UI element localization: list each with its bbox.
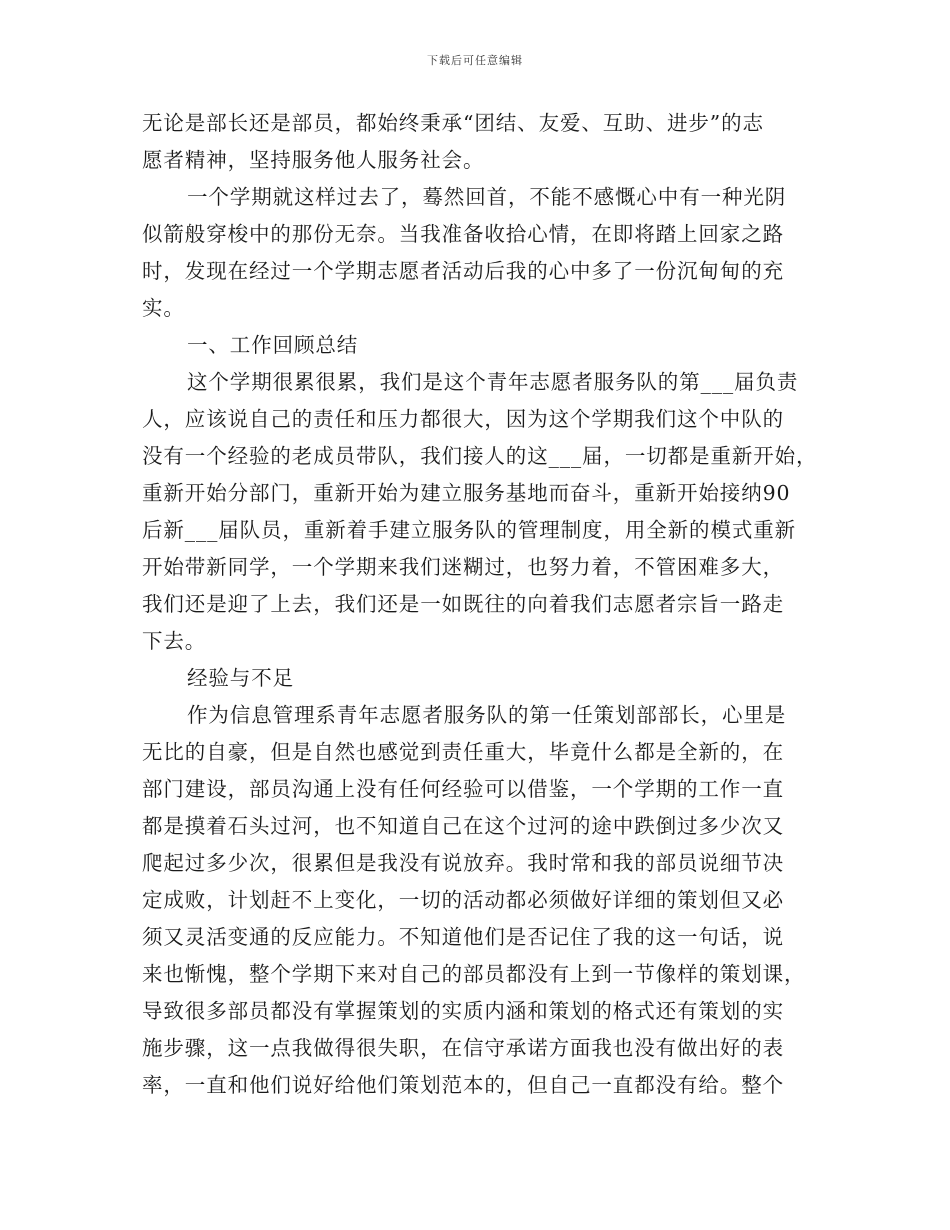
text-line: 率，一直和他们说好给他们策划范本的，但自己一直都没有给。整个 <box>142 1073 784 1097</box>
text-line: 无论是部长还是部员，都始终秉承“团结、友爱、互助、进步”的志 <box>142 111 764 135</box>
text-line: 我们还是迎了上去，我们还是一如既往的向着我们志愿者宗旨一路走 <box>142 592 784 616</box>
text-line: 都是摸着石头过河，也不知道自己在这个过河的途中跌倒过多少次又 <box>142 814 784 838</box>
text-line: 无比的自豪，但是自然也感觉到责任重大，毕竟什么都是全新的，在 <box>142 740 784 764</box>
text-line: 施步骤，这一点我做得很失职，在信守承诺方面我也没有做出好的表 <box>142 1036 784 1060</box>
text-line: 实。 <box>142 296 185 320</box>
section-heading: 一、工作回顾总结 <box>187 333 359 357</box>
text-line: 人，应该说自己的责任和压力都很大，因为这个学期我们这个中队的 <box>142 407 784 431</box>
text-line: 定成败，计划赶不上变化，一切的活动都必须做好详细的策划但又必 <box>142 888 784 912</box>
text-line: 愿者精神，坚持服务他人服务社会。 <box>142 148 485 172</box>
text-line: 一个学期就这样过去了，蓦然回首，不能不感慨心中有一种光阴 <box>187 185 787 209</box>
page-header: 下载后可任意编辑 <box>427 54 523 67</box>
text-line: 这个学期很累很累，我们是这个青年志愿者服务队的第___届负责 <box>187 370 799 394</box>
section-heading: 经验与不足 <box>187 666 294 690</box>
text-line: 开始带新同学，一个学期来我们迷糊过，也努力着，不管困难多大， <box>142 555 784 579</box>
text-line: 时，发现在经过一个学期志愿者活动后我的心中多了一份沉甸甸的充 <box>142 259 784 283</box>
text-line: 重新开始分部门，重新开始为建立服务基地而奋斗，重新开始接纳90 <box>142 481 791 505</box>
text-line: 须又灵活变通的反应能力。不知道他们是否记住了我的这一句话，说 <box>142 925 784 949</box>
text-line: 爬起过多少次，很累但是我没有说放弃。我时常和我的部员说细节决 <box>142 851 784 875</box>
text-line: 后新___届队员，重新着手建立服务队的管理制度，用全新的模式重新 <box>142 518 797 542</box>
text-line: 部门建设，部员沟通上没有任何经验可以借鉴，一个学期的工作一直 <box>142 777 784 801</box>
text-line: 下去。 <box>142 629 207 653</box>
text-line: 来也惭愧，整个学期下来对自己的部员都没有上到一节像样的策划课， <box>142 962 806 986</box>
text-line: 导致很多部员都没有掌握策划的实质内涵和策划的格式还有策划的实 <box>142 999 784 1023</box>
text-line: 似箭般穿梭中的那份无奈。当我准备收拾心情，在即将踏上回家之路 <box>142 222 784 246</box>
document-body <box>142 105 818 1104</box>
text-line: 没有一个经验的老成员带队，我们接人的这___届，一切都是重新开始， <box>142 444 818 468</box>
text-line: 作为信息管理系青年志愿者服务队的第一任策划部部长，心里是 <box>187 703 787 727</box>
